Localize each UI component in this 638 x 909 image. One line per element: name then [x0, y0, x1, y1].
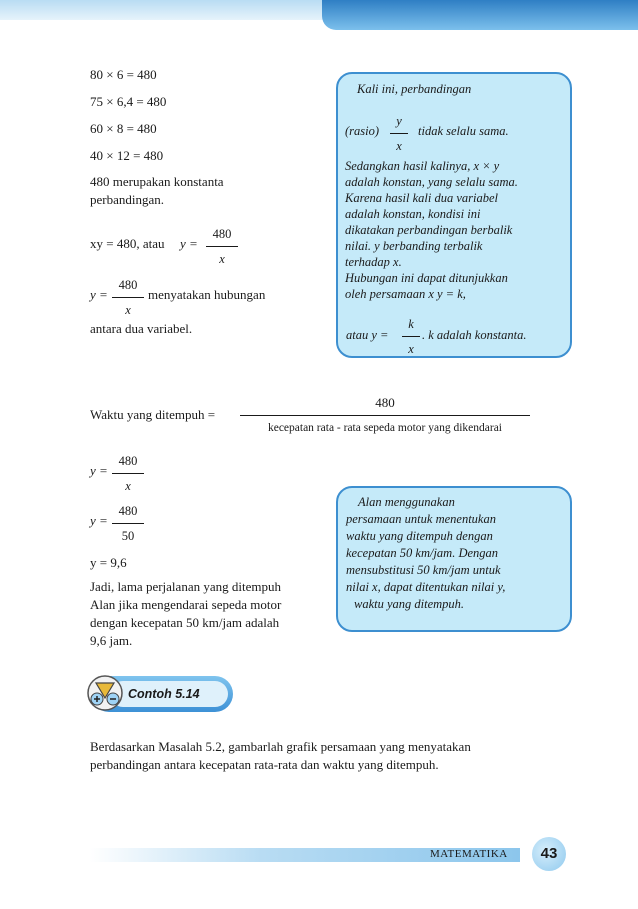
y-equals-4: y =: [90, 513, 108, 528]
equation-line-3: 60 × 8 = 480: [90, 121, 157, 136]
fraction-480-over-x: [206, 226, 238, 267]
konstanta-line-2: perbandingan.: [90, 192, 165, 207]
fraction-numerator: k: [408, 317, 414, 331]
fraction-denominator: x: [408, 342, 414, 356]
bubble1-body-line: Karena hasil kali dua variabel: [345, 191, 498, 205]
waktu-label: Waktu yang ditempuh =: [90, 407, 216, 422]
fraction-numerator: 480: [118, 454, 138, 468]
fraction-bar: [206, 246, 238, 247]
problem-line-1: Berdasarkan Masalah 5.2, gambarlah grafik persamaan yang menyatakan: [90, 739, 471, 754]
fraction-480-over-x-2: [112, 277, 144, 318]
fraction-denominator: kecepatan rata - rata sepeda motor yang dikendarai: [267, 422, 503, 434]
bubble2-line: Alan menggunakan: [358, 495, 455, 509]
atau-suffix: . k adalah konstanta.: [422, 328, 527, 342]
equation-line-1: 80 × 6 = 480: [90, 67, 157, 82]
fraction-k-over-x: [402, 316, 420, 357]
bubble2-line: mensubstitusi 50 km/jam untuk: [346, 563, 501, 577]
conclusion-paragraph: [90, 578, 281, 650]
antara-text: antara dua variabel.: [90, 321, 193, 336]
fraction-y-over-x: [390, 113, 408, 154]
result-line: y = 9,6: [90, 555, 127, 570]
fraction-denominator: 50: [121, 529, 135, 543]
conclusion-line: dengan kecepatan 50 km/jam adalah: [90, 615, 280, 630]
fraction-numerator: 480: [118, 504, 138, 518]
fraction-numerator: 480: [375, 395, 395, 410]
equation-line-4: 40 × 12 = 480: [90, 148, 164, 163]
bubble1-body-line: Sedangkan hasil kalinya, x × y: [345, 159, 500, 173]
fraction-bar: [402, 336, 420, 337]
bubble2-line: waktu yang ditempuh.: [354, 597, 465, 611]
fraction-denominator: x: [219, 252, 225, 266]
header-tab: [322, 0, 638, 30]
bubble2-line: waktu yang ditempuh dengan: [346, 529, 493, 543]
problem-line-2: perbandingan antara kecepatan rata-rata dan waktu yang ditempuh.: [90, 757, 439, 772]
conclusion-line: Alan jika mengendarai sepeda motor: [90, 597, 282, 612]
fraction-480-over-50: [112, 503, 144, 544]
y-equals: y =: [180, 236, 198, 251]
bubble2-line: persamaan untuk menentukan: [346, 512, 496, 526]
bubble1-body: [345, 158, 518, 302]
bubble1-body-line: oleh persamaan x y = k,: [345, 287, 466, 301]
bubble2-body: [346, 494, 505, 613]
y-equals-3: y =: [90, 463, 108, 478]
math-symbols-icon: [86, 674, 124, 712]
fraction-bar: [112, 473, 144, 474]
page-number: 43: [532, 837, 566, 871]
fraction-bar: [240, 415, 530, 416]
rasio-prefix: (rasio): [345, 124, 380, 138]
bubble1-body-line: terhadap x.: [345, 255, 402, 269]
xy-statement: xy = 480, atau: [90, 236, 165, 251]
fraction-bar: [112, 297, 144, 298]
bubble1-body-line: nilai. y berbanding terbalik: [345, 239, 483, 253]
fraction-numerator: y: [396, 114, 402, 128]
fraction-denominator: x: [125, 479, 131, 493]
fraction-bar: [390, 133, 408, 134]
fraction-bar: [112, 523, 144, 524]
bubble1-body-line: Hubungan ini dapat ditunjukkan: [345, 271, 508, 285]
example-label: Contoh 5.14: [128, 687, 200, 701]
footer-subject: MATEMATIKA: [430, 848, 508, 860]
konstanta-line-1: 480 merupakan konstanta: [90, 174, 224, 189]
fraction-480-over-x-3: [112, 453, 144, 494]
conclusion-line: Jadi, lama perjalanan yang ditempuh: [90, 579, 281, 594]
rasio-suffix: tidak selalu sama.: [418, 124, 509, 138]
bubble1-body-line: dikatakan perbandingan berbalik: [345, 223, 513, 237]
fraction-numerator: 480: [212, 227, 232, 241]
y-equals-2: y =: [90, 287, 108, 302]
bubble1-line1: Kali ini, perbandingan: [357, 82, 472, 96]
menyatakan-text: menyatakan hubungan: [148, 287, 266, 302]
bubble2-line: nilai x, dapat ditentukan nilai y,: [346, 580, 506, 594]
fraction-denominator: x: [125, 303, 131, 317]
bubble2-line: kecepatan 50 km/jam. Dengan: [346, 546, 499, 560]
waktu-fraction: [240, 395, 530, 436]
bubble1-body-line: adalah konstan, yang selalu sama.: [345, 175, 518, 189]
bubble1-body-line: adalah konstan, kondisi ini: [345, 207, 481, 221]
atau-prefix: atau y =: [346, 328, 389, 342]
fraction-numerator: 480: [118, 278, 138, 292]
conclusion-line: 9,6 jam.: [90, 633, 133, 648]
equation-line-2: 75 × 6,4 = 480: [90, 94, 167, 109]
fraction-denominator: x: [396, 139, 402, 153]
